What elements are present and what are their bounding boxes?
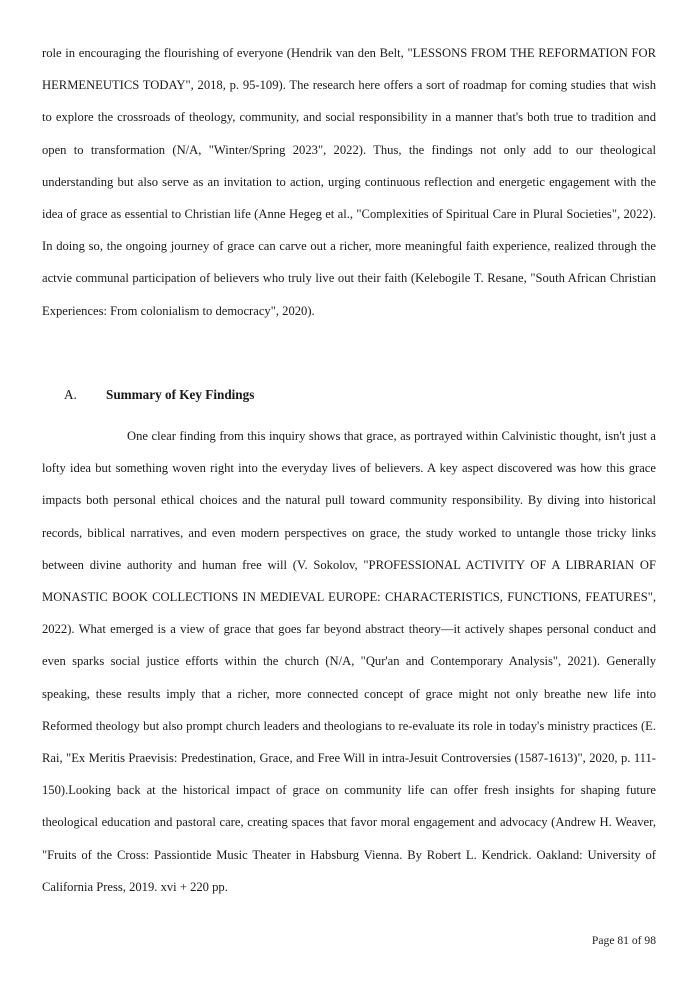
section-heading-title: Summary of Key Findings — [106, 387, 255, 402]
page-number: Page 81 of 98 — [591, 934, 656, 947]
body-paragraph: role in encouraging the flourishing of everyone (Hendrik van den Belt, "LESSONS FROM THE REFORMATION FOR HERMENEUTICS TODAY", 2018, p. 95-109). The research here offers a sort of roadmap for coming studies that wish to explore the crossroads of theology, community, and social responsibility in a manner that's both true to tradition and open to transformation (N/A, "Winter/Spring 2023", 2022). Thus, the findings not only add to our theological understanding but also serve as an invitation to action, urging continuous reflection and energetic engagement with the idea of grace as essential to Christian life (Anne Hegeg et al., "Complexities of Spiritual Care in Plural Societies", 2022). In doing so, the ongoing journey of grace can carve out a richer, more meaningful faith experience, realized through the actvie communal participation of believers who truly live out their faith (Kelebogile T. Resane, "South African Christian Experiences: From colonialism to democracy", 2020). — [42, 46, 656, 318]
body-paragraph: One clear finding from this inquiry shows that grace, as portrayed within Calvinistic thought, isn't just a lofty idea but something woven right into the everyday lives of believers. A key aspect discovered was how this grace impacts both personal ethical choices and the natural pull toward community responsibility. By diving into historical records, biblical narratives, and even modern perspectives on grace, the study worked to untangle those tricky links between divine authority and human free will (V. Sokolov, "PROFESSIONAL ACTIVITY OF A LIBRARIAN OF MONASTIC BOOK COLLECTIONS IN MEDIEVAL EUROPE: CHARACTERISTICS, FUNCTIONS, FEATURES", 2022). What emerged is a view of grace that goes far beyond abstract theory—it actively shapes personal conduct and even sparks social justice efforts within the church (N/A, "Qur'an and Contemporary Analysis", 2021). Generally speaking, these results imply that a richer, more connected concept of grace might not only breathe new life into Reformed theology but also prompt church leaders and theologians to re-evaluate its role in today's ministry practices (E. Rai, "Ex Meritis Praevisis: Predestination, Grace, and Free Will in intra-Jesuit Controversies (1587-1613)", 2020, p. 111-150).Looking back at the historical impact of grace on community life can offer fresh insights for shaping future theological education and pastoral care, creating spaces that favor moral engagement and advocacy (Andrew H. Weaver, "Fruits of the Cross: Passiontide Music Theater in Habsburg Vienna. By Robert L. Kendrick. Oakland: University of California Press, 2019. xvi + 220 pp. — [42, 429, 656, 894]
section-heading-letter: A. — [64, 387, 77, 402]
section-heading — [64, 379, 254, 411]
